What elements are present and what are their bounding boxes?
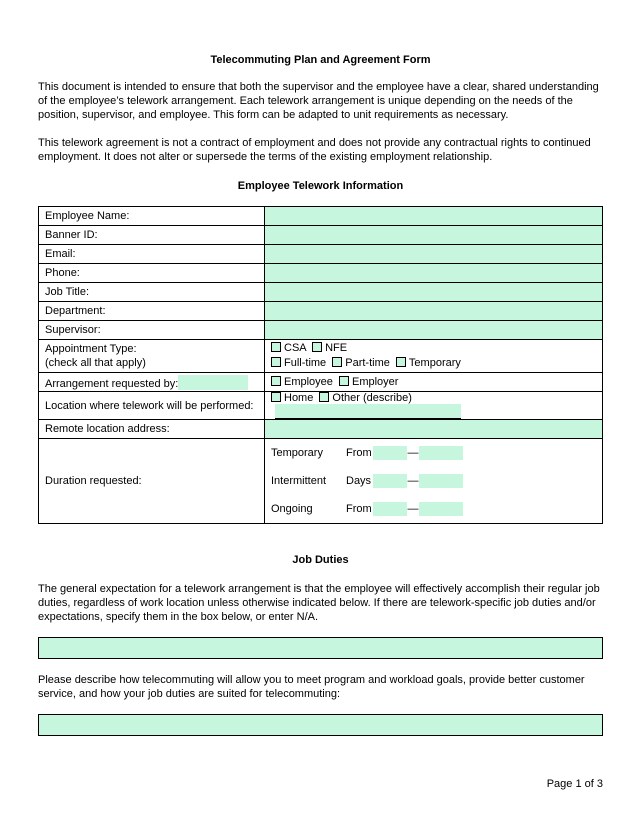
- csa-label: CSA: [284, 342, 307, 354]
- section-title-employee-info: Employee Telework Information: [237, 180, 404, 192]
- employer-option-label: Employer: [351, 376, 399, 388]
- employer-checkbox[interactable]: [339, 376, 349, 386]
- duration-label: Duration requested:: [39, 439, 265, 524]
- temporary-label: Temporary: [408, 357, 461, 369]
- duration-ongoing-label: Ongoing: [271, 503, 313, 515]
- arrangement-highlight: [178, 375, 248, 390]
- intro-paragraph-1: This document is intended to ensure that both the supervisor and the employee have a clear, shared understanding of the employee’s telework arrangement. Each telework arrangement is unique depending on the needs of the position, supervisor, and employee. This form can be adapted to unit requirements as necessary.: [38, 81, 599, 121]
- appointment-type-label: [39, 340, 265, 373]
- arrangement-label: Arrangement requested by:: [45, 377, 179, 390]
- temporary-dash: —: [407, 447, 419, 459]
- duration-intermittent-label: Intermittent: [271, 475, 327, 487]
- nfe-label: NFE: [325, 342, 348, 354]
- other-option-label: Other (describe): [332, 392, 412, 404]
- department-field[interactable]: [265, 302, 603, 321]
- parttime-checkbox[interactable]: [332, 357, 342, 367]
- employee-checkbox[interactable]: [271, 376, 281, 386]
- employee-name-field[interactable]: [265, 207, 603, 226]
- employee-info-table: [38, 206, 603, 524]
- intermittent-start-field[interactable]: [373, 474, 407, 488]
- email-field[interactable]: [265, 245, 603, 264]
- parttime-label: Part-time: [345, 357, 390, 369]
- job-duties-field[interactable]: [38, 637, 603, 659]
- banner-id-field[interactable]: [265, 226, 603, 245]
- ongoing-start-field[interactable]: [373, 502, 407, 516]
- location-options: [265, 392, 603, 420]
- other-checkbox[interactable]: [319, 392, 329, 402]
- ongoing-dash: —: [407, 503, 419, 515]
- intro-paragraph-2: This telework agreement is not a contract of employment and does not provide any contractual rights to continued employment. It does not alter or supersede the terms of the existing employment relationship.: [38, 137, 591, 163]
- duration-ongoing-from: From: [346, 503, 372, 515]
- job-title-label: Job Title:: [39, 283, 265, 302]
- job-title-field[interactable]: [265, 283, 603, 302]
- intermittent-end-field[interactable]: [419, 474, 463, 488]
- remote-address-label: Remote location address:: [39, 420, 265, 439]
- phone-label: Phone:: [39, 264, 265, 283]
- duration-ongoing-row: [271, 495, 596, 523]
- temporary-end-field[interactable]: [419, 446, 463, 460]
- job-duties-paragraph: The general expectation for a telework arrangement is that the employee will effectively accomplish their regular job duties, regardless of work location unless otherwise indicated below. If there are telework-specific job duties and/or expectations, specify them in the box below, or enter N/A.: [38, 583, 600, 623]
- home-checkbox[interactable]: [271, 392, 281, 402]
- fulltime-checkbox[interactable]: [271, 357, 281, 367]
- phone-field[interactable]: [265, 264, 603, 283]
- ongoing-end-field[interactable]: [419, 502, 463, 516]
- page-number: Page 1 of 3: [546, 778, 603, 790]
- home-option-label: Home: [284, 392, 314, 404]
- remote-address-field[interactable]: [265, 420, 603, 439]
- employee-name-label: Employee Name:: [39, 207, 265, 226]
- appointment-type-options: [265, 340, 603, 373]
- section-title-job-duties: Job Duties: [292, 554, 349, 566]
- nfe-checkbox[interactable]: [312, 342, 322, 352]
- banner-id-label: Banner ID:: [39, 226, 265, 245]
- intermittent-dash: —: [407, 475, 419, 487]
- csa-checkbox[interactable]: [271, 342, 281, 352]
- arrangement-options: [265, 373, 603, 392]
- duration-temporary-from: From: [346, 447, 372, 459]
- supervisor-label: Supervisor:: [39, 321, 265, 340]
- duration-intermittent-row: [271, 467, 596, 495]
- temporary-start-field[interactable]: [373, 446, 407, 460]
- page-title: Telecommuting Plan and Agreement Form: [210, 54, 431, 66]
- appointment-type-text: Appointment Type:: [45, 343, 137, 355]
- supervisor-field[interactable]: [265, 321, 603, 340]
- location-label: Location where telework will be performed:: [39, 392, 265, 420]
- employee-option-label: Employee: [284, 376, 333, 388]
- temporary-checkbox[interactable]: [396, 357, 406, 367]
- email-label: Email:: [39, 245, 265, 264]
- duration-intermittent-days: Days: [346, 475, 372, 487]
- describe-field[interactable]: [38, 714, 603, 736]
- duration-options: [265, 439, 603, 524]
- describe-paragraph: Please describe how telecommuting will allow you to meet program and workload goals, provide better customer service, and how your job duties are suited for telecommuting:: [38, 674, 585, 700]
- duration-temporary-label: Temporary: [271, 447, 323, 459]
- appointment-type-hint: (check all that apply): [45, 357, 146, 369]
- fulltime-label: Full-time: [284, 357, 327, 369]
- other-describe-field[interactable]: [275, 404, 461, 419]
- department-label: Department:: [39, 302, 265, 321]
- duration-temporary-row: [271, 439, 596, 467]
- arrangement-label-cell: [39, 373, 265, 392]
